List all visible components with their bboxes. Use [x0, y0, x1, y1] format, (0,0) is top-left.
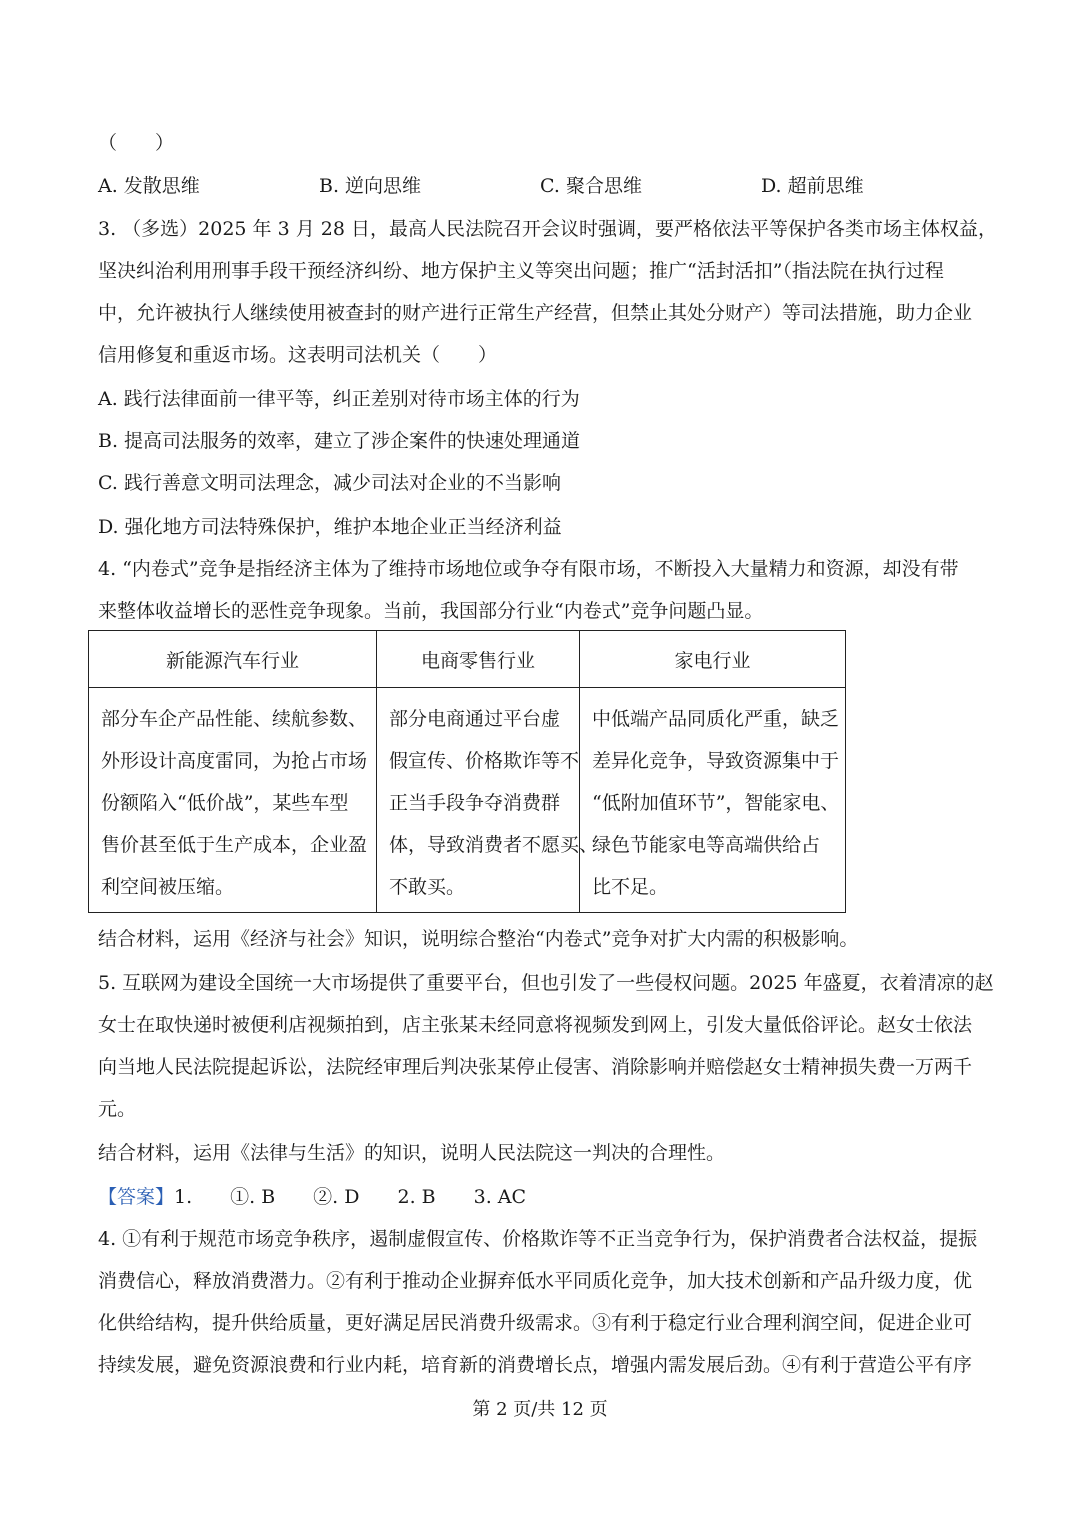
table-header-cell: 新能源汽车行业 — [89, 631, 377, 688]
page-footer: 第 2 页/共 12 页 — [472, 1399, 608, 1420]
answer-q4-line: 持续发展，避免资源浪费和行业内耗，培育新的消费增长点，增强内需发展后劲。④有利于营造公平有序 — [98, 1354, 973, 1376]
q3-stem-line: 信用修复和重返市场。这表明司法机关（ ） — [98, 344, 498, 366]
cell-line: 不敢买。 — [389, 876, 466, 898]
answer-q4-line: 消费信心，释放消费潜力。②有利于推动企业摒弃低水平同质化竞争，加大技术创新和产品升级力度，优 — [98, 1270, 973, 1292]
answer-q4-line: 化供给结构，提升供给质量，更好满足居民消费升级需求。③有利于稳定行业合理利润空间，促进企业可 — [98, 1312, 973, 1334]
cell-line: 体，导致消费者不愿买、 — [389, 834, 599, 856]
table-header-cell: 电商零售行业 — [377, 631, 580, 688]
cell-line: 比不足。 — [592, 876, 669, 898]
q5-prompt: 结合材料，运用《法律与生活》的知识，说明人民法院这一判决的合理性。 — [98, 1142, 726, 1164]
answer-summary — [98, 1184, 988, 1210]
q2-option-b: B. 逆向思维 — [319, 175, 422, 197]
q5-stem-line: 5. 互联网为建设全国统一大市场提供了重要平台，但也引发了一些侵权问题。2025 年盛夏，衣着清凉的赵 — [98, 972, 994, 994]
q3-stem-line: 3. （多选）2025 年 3 月 28 日，最高人民法院召开会议时强调，要严格依法平等保护各类市场主体权益， — [98, 218, 997, 240]
q3-option-b: B. 提高司法服务的效率，建立了涉企案件的快速处理通道 — [98, 430, 581, 452]
q4-stem-line: 来整体收益增长的恶性竞争现象。当前，我国部分行业“内卷式”竞争问题凸显。 — [98, 600, 764, 622]
cell-line: 正当手段争夺消费群 — [389, 792, 561, 814]
q4-material-table — [88, 630, 846, 913]
q4-stem-line: 4. “内卷式”竞争是指经济主体为了维持市场地位或争夺有限市场，不断投入大量精力和资源，却没有带 — [98, 558, 959, 580]
table-header-cell: 家电行业 — [580, 631, 846, 688]
answer-tag: 【答案】 — [98, 1186, 175, 1208]
cell-line: 利空间被压缩。 — [101, 876, 235, 898]
table-row — [89, 688, 846, 913]
table-cell-appliance — [580, 688, 846, 913]
cell-line: 中低端产品同质化严重，缺乏 — [592, 708, 840, 730]
cell-line: 份额陷入“低价战”，某些车型 — [101, 792, 349, 814]
q3-stem-line: 坚决纠治利用刑事手段干预经济纠纷、地方保护主义等突出问题；推广“活封活扣”（指法院在执行过程 — [98, 260, 944, 282]
cell-line: 售价甚至低于生产成本，企业盈 — [101, 834, 368, 856]
answer-q4-line: 4. ①有利于规范市场竞争秩序，遏制虚假宣传、价格欺诈等不正当竞争行为，保护消费者合法权益，提振 — [98, 1228, 978, 1250]
q3-option-c: C. 践行善意文明司法理念，减少司法对企业的不当影响 — [98, 472, 561, 494]
q5-stem-line: 元。 — [98, 1098, 137, 1120]
table-cell-ecommerce — [377, 688, 599, 913]
q2-option-d: D. 超前思维 — [761, 175, 864, 197]
cell-line: 外形设计高度雷同，为抢占市场 — [101, 750, 368, 772]
q3-option-d: D. 强化地方司法特殊保护，维护本地企业正当经济利益 — [98, 516, 562, 538]
answer-summary-text: 1. ①. B ②. D 2. B 3. AC — [174, 1186, 527, 1208]
cell-line: 绿色节能家电等高端供给占 — [592, 834, 821, 856]
cell-line: 差异化竞争，导致资源集中于 — [592, 750, 840, 772]
table-cell-nev — [89, 688, 377, 913]
q2-options — [98, 173, 978, 199]
q2-answer-blank: （ ） — [98, 132, 175, 154]
cell-line: 部分车企产品性能、续航参数、 — [101, 708, 368, 730]
table-header-row — [89, 631, 846, 688]
cell-line: “低附加值环节”，智能家电、 — [592, 792, 840, 814]
cell-line: 假宣传、价格欺诈等不 — [389, 750, 580, 772]
q2-option-a: A. 发散思维 — [98, 175, 200, 197]
q3-stem-line: 中，允许被执行人继续使用被查封的财产进行正常生产经营，但禁止其处分财产）等司法措施，助力企业 — [98, 302, 973, 324]
q5-stem-line: 向当地人民法院提起诉讼，法院经审理后判决张某停止侵害、消除影响并赔偿赵女士精神损失费一万两千 — [98, 1056, 973, 1078]
q2-option-c: C. 聚合思维 — [540, 175, 642, 197]
q4-prompt: 结合材料，运用《经济与社会》知识，说明综合整治“内卷式”竞争对扩大内需的积极影响。 — [98, 928, 859, 950]
q5-stem-line: 女士在取快递时被便利店视频拍到，店主张某未经同意将视频发到网上，引发大量低俗评论。赵女士依法 — [98, 1014, 973, 1036]
cell-line: 部分电商通过平台虚 — [389, 708, 561, 730]
q3-option-a: A. 践行法律面前一律平等，纠正差别对待市场主体的行为 — [98, 388, 580, 410]
